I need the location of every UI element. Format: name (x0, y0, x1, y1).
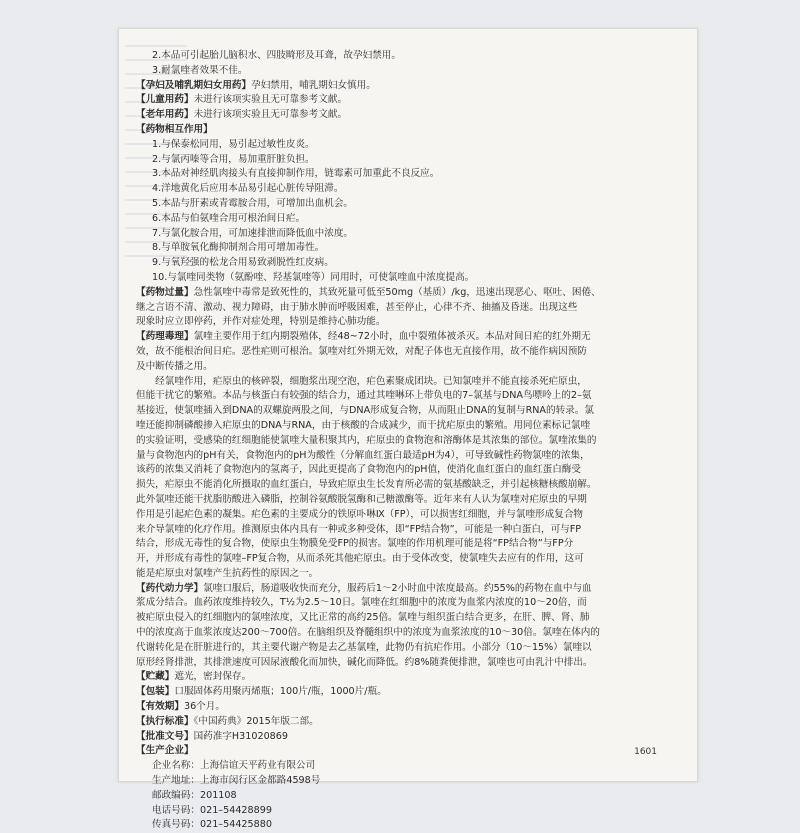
interaction-item: 5.本品与肝素或青霉胺合用，可增加出血机会。 (152, 197, 354, 209)
pharmacokinetics-line: 中的浓度高于血浆浓度达200～700倍。在脑组织及脊髓组织中的浓度为血浆浓度的10～30倍。氯喹在体内的 (136, 627, 600, 639)
info-value: 021–54428899 (200, 804, 272, 816)
section-storage (136, 670, 688, 685)
info-label: 电话号码： (152, 804, 200, 816)
section-approval (136, 730, 688, 745)
section-heading: 【有效期】 (136, 701, 184, 713)
toxicology-line: 效，故不能根治间日疟。恶性疟则可根治。氯喹对红外期无效，对配子体也无直接作用，故不能作病因预防 (136, 345, 587, 357)
interaction-item: 8.与单胺氧化酶抑制剂合用可增加毒性。 (152, 242, 325, 254)
interaction-item: 6.本品与伯氨喹合用可根治间日疟。 (152, 212, 306, 224)
info-value: 上海信谊天平药业有限公司 (200, 760, 316, 772)
toxicology-line: 及中断传播之用。 (136, 360, 213, 372)
leaflet-content (136, 49, 688, 833)
section-pharmacokinetics (136, 582, 688, 671)
section-text: 口服固体药用聚丙烯瓶；100片/瓶，1000片/瓶。 (174, 686, 387, 698)
toxicology-line: 该药的浓集又消耗了食物泡内的氢离子，因此更提高了食物泡内的pH值，使消化血红蛋白的血红蛋白酶受 (136, 464, 582, 476)
manufacturer-postcode-row (152, 789, 688, 804)
info-label: 生产地址： (152, 775, 200, 787)
section-pediatric (136, 93, 688, 108)
manufacturer-address-row (152, 774, 688, 789)
interaction-item: 10.与氯喹同类物（氨酚喹、羟基氯喹等）同用时，可使氯喹血中浓度提高。 (152, 271, 475, 283)
info-value: 201108 (200, 789, 237, 801)
manufacturer-fax-row (152, 818, 688, 833)
toxicology-line: 来介导氯喹的化疗作用。推测原虫体内具有一种或多种受体，即“FP结合物”，可能是一种白蛋白，可与FP (136, 523, 582, 535)
manufacturer-name-row (152, 759, 688, 774)
section-text: 遮光，密封保存。 (174, 671, 252, 683)
section-heading: 【生产企业】 (136, 745, 194, 757)
pregnancy-warning-item: 2.本品可引起胎儿脑积水、四肢畸形及耳聋，故孕妇禁用。 (152, 50, 401, 61)
toxicology-line: 基接近，使氯喹插入到DNA的双螺旋两股之间，与DNA形成复合物，从而阻止DNA的复制与RNA的转录。氯 (136, 405, 594, 417)
interaction-item: 2.与氯丙嗪等合用，易加重肝脏负担。 (152, 153, 315, 165)
section-interactions (136, 123, 688, 286)
section-text: 未进行该项实验且无可靠参考文献。 (193, 94, 348, 106)
page-number: 1601 (634, 747, 657, 757)
section-text: 36个月。 (183, 701, 225, 713)
toxicology-line: 作用是引起疟色素的凝集。疟色素的主要成分的铁原卟啉Ⅸ（FP），可以损害红细胞，并与氯喹形成复合物 (136, 508, 584, 520)
section-text: 孕妇禁用，哺乳期妇女慎用。 (251, 79, 376, 91)
section-heading: 【贮藏】 (136, 671, 175, 683)
section-pregnancy (136, 79, 688, 94)
section-heading: 【药代动力学】 (136, 582, 204, 594)
overdose-line: 急性氯喹中毒常是致死性的，其致死量可低至50mg（基质）/kg，迅速出现恶心、呕吐、困倦、 (193, 286, 601, 298)
interaction-item: 7.与氯化胺合用，可加速排泄而降低血中浓度。 (152, 227, 354, 239)
interaction-item: 9.与氧羟强的松龙合用易致剥脱性红皮病。 (152, 257, 334, 269)
toxicology-line: 喹还能抑制磷酸掺入疟原虫的DNA与RNA，由于核酸的合成减少，而干扰疟原虫的繁殖。用同位素标记氯喹 (136, 419, 591, 431)
pregnancy-warning-item: 3.耐氯喹者效果不佳。 (152, 64, 248, 76)
info-value: 上海市闵行区金都路4598号 (200, 775, 321, 787)
pregnancy-warning-list (136, 49, 688, 79)
toxicology-line: 此外氯喹还能干扰脂肪酸进入磷脂，控制谷氨酸脱氢酶和己糖激酶等。近年来有人认为氯喹对疟原虫的早期 (136, 493, 587, 505)
section-heading: 【药物相互作用】 (136, 123, 213, 135)
interaction-item: 1.与保泰松同用，易引起过敏性皮炎。 (152, 138, 315, 150)
pharmacokinetics-line: 浆成分结合。血药浓度维持较久，T½为2.5～10日。氯喹在红细胞中的浓度为血浆内浓度的10～20倍，而 (136, 597, 587, 609)
info-label: 传真号码： (152, 819, 200, 831)
section-heading: 【孕妇及哺乳期妇女用药】 (136, 79, 252, 91)
section-manufacturer (136, 744, 688, 833)
toxicology-line: 氯喹主要作用于红内期裂殖体，经48~72小时，血中裂殖体被杀灭。本品对间日疟的红外期无 (193, 331, 591, 343)
manufacturer-phone-row (152, 804, 688, 819)
section-text: 国药准字H31020869 (193, 730, 288, 742)
section-toxicology (136, 330, 688, 582)
overdose-line: 现象时应立即停药，并作对症处理，特别是维持心肺功能。 (136, 316, 386, 328)
interaction-item: 3.本品对神经肌肉接头有直接抑制作用，链霉素可加重此不良反应。 (152, 168, 440, 180)
section-heading: 【药理毒理】 (136, 331, 194, 343)
toxicology-line: 量与食物泡内的pH有关，食物泡内的pH为酸性（分解血红蛋白最适pH为4），可导致碱性药物氯喹的浓集， (136, 449, 590, 461)
interaction-item: 4.洋地黄化后应用本品易引起心脏传导阻滞。 (152, 183, 344, 195)
section-heading: 【包装】 (136, 686, 175, 698)
info-label: 企业名称： (152, 760, 200, 772)
section-heading: 【老年用药】 (136, 109, 194, 121)
pharmacokinetics-line: 代谢转化是在肝脏进行的，其主要代谢产物是去乙基氯喹，此物仍有抗疟作用。小部分（10～15%）氯喹以 (136, 641, 592, 653)
section-packaging (136, 685, 688, 700)
toxicology-line: 开，并形成有毒性的氯喹–FP复合物，从而杀死其他疟原虫。由于受体改变，使氯喹失去应有的作用，这可 (136, 553, 584, 565)
toxicology-line: 经氯喹作用，疟原虫的核碎裂，细胞浆出现空泡，疟色素聚成团块。已知氯喹并不能直接杀死疟原虫， (136, 375, 587, 387)
toxicology-line: 的实验证明，受感染的红细胞能使氯喹大量积聚其内，疟原虫的食物泡和溶酶体是其浓集的部位。氯喹浓集的 (136, 434, 597, 446)
info-label: 邮政编码： (152, 789, 200, 801)
toxicology-line: 损失，疟原虫不能消化所摄取的血红蛋白，导致疟原虫生长发育所必需的氨基酸缺乏，并引起核糖核酸崩解。 (136, 479, 597, 491)
overdose-line: 继之言语不清、激动、视力障碍，由于肺水肿而呼吸困难，甚至停止，心律不齐、抽搐及昏迷。出现这些 (136, 301, 578, 313)
section-text: 《中国药典》2015年版二部。 (193, 715, 319, 727)
leaflet-sheet (118, 28, 698, 831)
section-text: 未进行该项实验且无可靠参考文献。 (193, 109, 348, 121)
section-overdose (136, 286, 688, 330)
toxicology-line: 但能干扰它的繁殖。本品与核蛋白有较强的结合力，通过其喹啉环上带负电的7–氯基与DNA鸟嘌呤上的2–氨 (136, 390, 592, 402)
section-validity (136, 700, 688, 715)
section-heading: 【批准文号】 (136, 730, 194, 742)
pharmacokinetics-line: 被疟原虫侵入的红细胞内的氯喹浓度，又比正常的高约25倍。氯喹与组织蛋白结合更多，在肝、脾、肾、肺 (136, 612, 590, 624)
section-standard (136, 715, 688, 730)
info-value: 021–54425880 (200, 819, 272, 831)
toxicology-line: 结合，形成无毒性的复合物，使原虫生物膜免受FP的损害。氯喹的作用机理可能是将“FP结合物”与FP分 (136, 538, 574, 550)
toxicology-line: 能是疟原虫对氯喹产生抗药性的原因之一。 (136, 567, 319, 579)
section-geriatric (136, 108, 688, 123)
section-heading: 【执行标准】 (136, 715, 194, 727)
section-heading: 【儿童用药】 (136, 94, 194, 106)
section-heading: 【药物过量】 (136, 286, 194, 298)
pharmacokinetics-line: 氯喹口服后，肠道吸收快而充分，服药后1～2小时血中浓度最高。约55%的药物在血中与血 (203, 582, 592, 594)
pharmacokinetics-line: 原形经肾排泄，其排泄速度可因尿液酸化而加快，碱化而降低。约8%随粪便排泄，氯喹也可由乳汁中排出。 (136, 656, 593, 668)
